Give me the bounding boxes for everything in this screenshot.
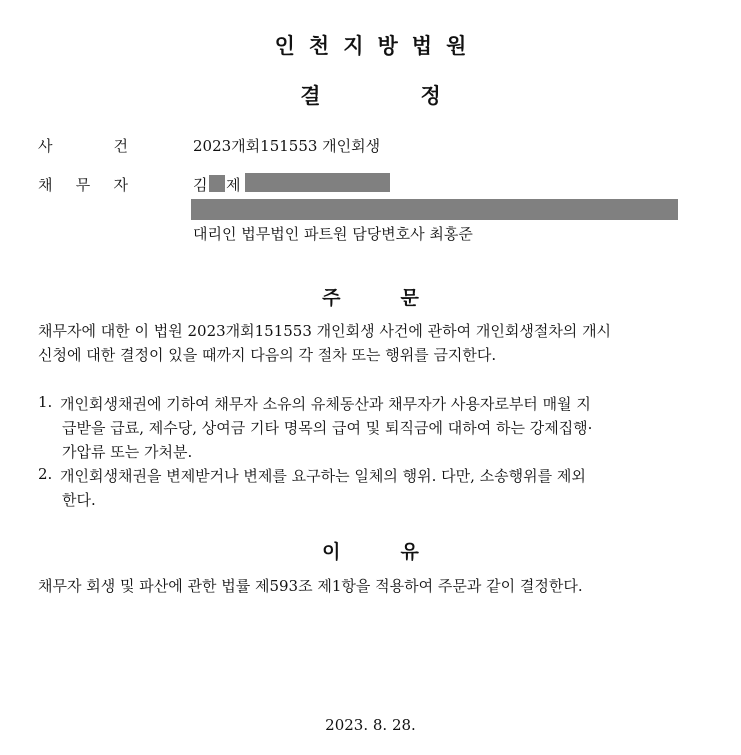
case-label-char: 사 — [38, 137, 53, 155]
list-item-line: 개인회생채권에 기하여 채무자 소유의 유체동산과 채무자가 사용자로부터 매월 지 — [60, 395, 591, 413]
debtor-name-prefix: 김 — [193, 176, 208, 194]
debtor-label-char: 무 — [75, 176, 91, 194]
list-item-line: 개인회생채권을 변제받거나 변제를 요구하는 일체의 행위. 다만, 소송행위를 제외 — [60, 467, 586, 485]
reason-text: 채무자 회생 및 파산에 관한 법률 제593조 제1항을 적용하여 주문과 같이 결정한다. — [38, 577, 583, 595]
order-heading: 주문 — [322, 287, 479, 309]
debtor-label — [38, 174, 128, 195]
decision-date: 2023. 8. 28. — [325, 716, 416, 734]
debtor-label-char: 자 — [113, 176, 128, 194]
case-label — [38, 135, 128, 156]
reason-heading: 이유 — [322, 541, 479, 563]
document-title: 결정 — [300, 84, 541, 108]
case-number: 2023개회151553 개인회생 — [193, 137, 381, 155]
list-item-number: 1. — [38, 393, 53, 411]
list-item-line: 한다. — [62, 491, 96, 509]
case-label-char: 건 — [113, 137, 128, 155]
name-redaction — [209, 175, 225, 192]
court-name: 인천지방법원 — [274, 34, 481, 58]
address-redaction — [191, 199, 678, 220]
order-paragraph-line-1: 채무자에 대한 이 법원 2023개회151553 개인회생 사건에 관하여 개인회생절차의 개시 — [38, 322, 612, 340]
list-item-line: 가압류 또는 가처분. — [62, 443, 193, 461]
name-redaction-2 — [245, 173, 390, 192]
debtor-label-char: 채 — [38, 176, 53, 194]
order-paragraph-line-2: 신청에 대한 결정이 있을 때까지 다음의 각 절차 또는 행위를 금지한다. — [38, 346, 497, 364]
list-item-number: 2. — [38, 465, 53, 483]
list-item-line: 급받을 급료, 제수당, 상여금 기타 명목의 급여 및 퇴직금에 대하여 하는 강제집행· — [62, 419, 593, 437]
debtor-name-suffix: 제 — [226, 176, 241, 194]
debtor-agent: 대리인 법무법인 파트원 담당변호사 최홍준 — [193, 225, 473, 243]
